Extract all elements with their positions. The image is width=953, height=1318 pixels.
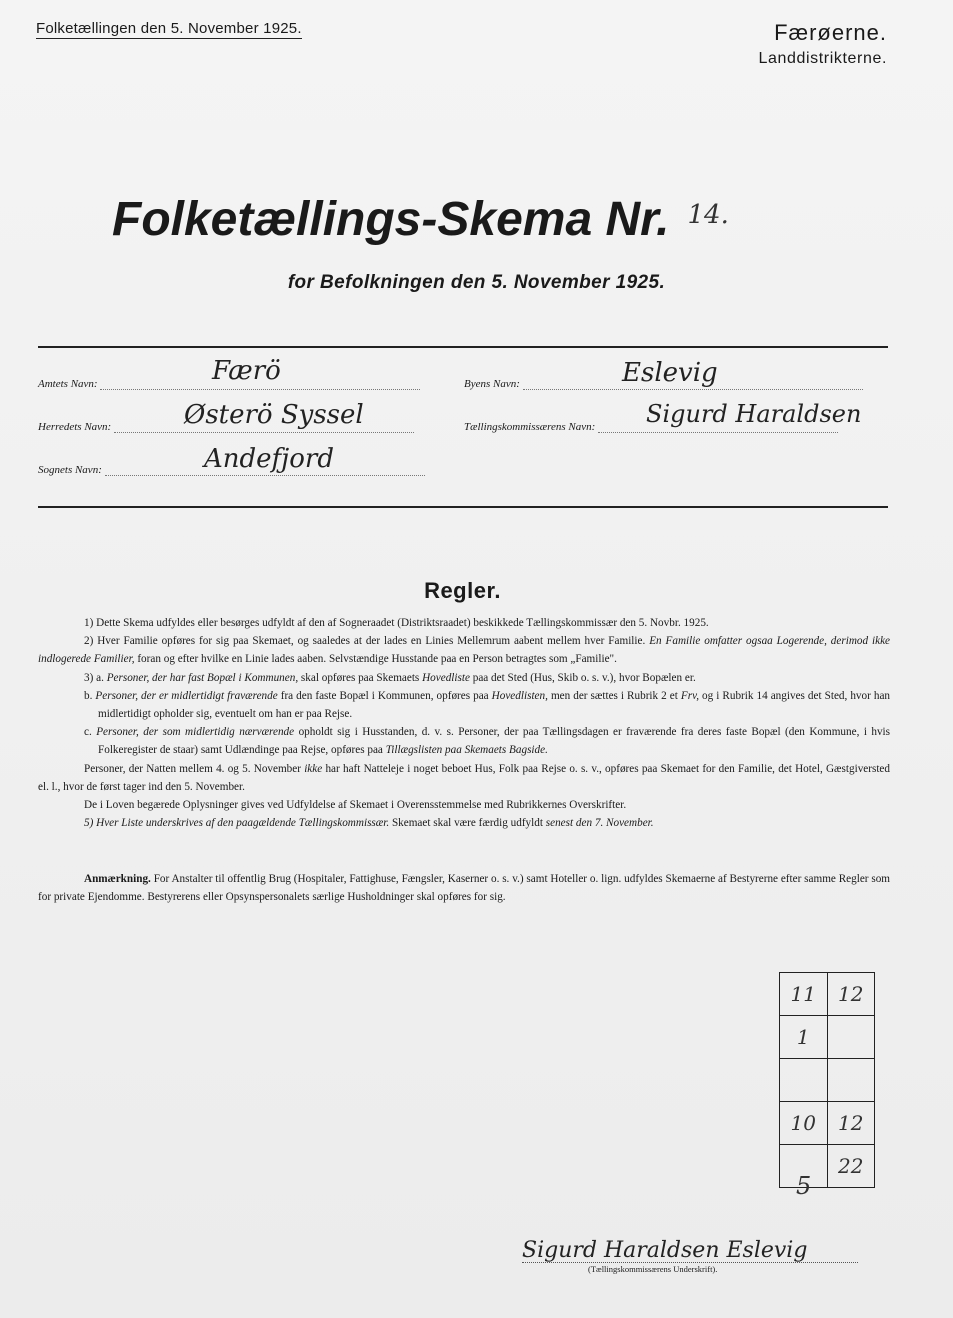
tally-cell: 22 — [827, 1145, 875, 1188]
region-name: Færøerne. — [774, 20, 887, 45]
note-label: Anmærkning. — [84, 873, 151, 885]
form-number: 14. — [687, 200, 729, 230]
tally-cell — [827, 1059, 875, 1102]
kommissaer-label: Tællingskommissærens Navn: — [464, 421, 596, 433]
kommissaer-value: Sigurd Haraldsen — [646, 400, 862, 428]
census-header-left: Folketællingen den 5. November 1925. — [36, 20, 302, 37]
tally-cell: 11 — [780, 973, 828, 1016]
amt-label: Amtets Navn: — [38, 378, 98, 390]
tally-row — [780, 1145, 875, 1188]
herred-value: Østerö Syssel — [184, 400, 364, 430]
tally-row — [780, 1102, 875, 1145]
tally-cell: 10 — [780, 1102, 828, 1145]
rule-2: 2) Hver Familie opføres for sig paa Skemaet, og saaledes at der lades en Linies Mellemrum aabent mellem hver Familie. En Familie omfatter ogsaa Logerende, derimod ikke indlogerede Familier, foran og efter hvilke en Linie lades aaben. Selvstændige Husstande paa en Person betragtes som „Familie". — [38, 635, 890, 666]
rule-5: 5) Hver Liste underskrives af den paagældende Tællingskommissær. Skemaet skal være færdig udfyldt senest den 7. November. — [84, 817, 654, 830]
region-header — [759, 20, 888, 68]
divider-bottom — [38, 506, 888, 508]
signature-caption: (Tællingskommissærens Underskrift). — [588, 1264, 718, 1274]
form-title — [112, 192, 729, 247]
rule-3b: b. Personer, der er midlertidigt fraværende fra den faste Bopæl i Kommunen, opføres paa Hovedlisten, men der sættes i Rubrik 2 et Frv, og i Rubrik 14 angives det Sted, hvor han midlertidigt opholder sig, eventuelt om han er paa Rejse. — [84, 689, 891, 721]
sogn-value: Andefjord — [204, 444, 334, 474]
tally-outside-value: 5 — [796, 1172, 812, 1200]
form-title-text: Folketællings-Skema Nr. — [112, 193, 670, 246]
amt-value: Færö — [212, 356, 281, 386]
tally-cell: 12 — [827, 1102, 875, 1145]
rule-4: De i Loven begærede Oplysninger gives ved Udfyldelse af Skemaet i Overensstemmelse med Rubrikkernes Overskrifter. — [84, 799, 627, 812]
divider-top — [38, 346, 888, 348]
tally-row — [780, 1059, 875, 1102]
rules-heading: Regler. — [424, 578, 501, 603]
herred-label: Herredets Navn: — [38, 421, 112, 433]
rule-3c: c. Personer, der som midlertidig nærværende opholdt sig i Husstanden, d. v. s. Personer, der paa Tællingsdagen er fraværende fra deres faste Bopæl (den Kommune, i hvis Folkeregister de staar) samt Udlændinge paa Rejse, opføres paa Tillægslisten paa Skemaets Bagside. — [84, 726, 891, 757]
tally-row — [780, 1016, 875, 1059]
rule-3a: 3) a. Personer, der har fast Bopæl i Kommunen, skal opføres paa Skemaets Hovedliste paa det Sted (Hus, Skib o. s. v.), hvor Bopælen er. — [84, 671, 696, 684]
by-label: Byens Navn: — [464, 378, 520, 390]
tally-row — [780, 973, 875, 1016]
region-subname: Landdistrikterne. — [758, 50, 887, 67]
tally-cell: 1 — [780, 1016, 828, 1059]
tally-cell: 12 — [827, 973, 875, 1016]
rule-1: 1) Dette Skema udfyldes eller besørges udfyldt af den af Sogneraadet (Distriktsraadet) beskikkede Tællingskommissær den 5. Novbr. 1925. — [84, 617, 709, 629]
form-subtitle: for Befolkningen den 5. November 1925. — [287, 272, 666, 293]
tally-box — [779, 972, 875, 1188]
note-text: For Anstalter til offentlig Brug (Hospitaler, Fattighuse, Fængsler, Kaserner o. s. v.) samt Hoteller o. lign. udfyldes Skemaerne af Bestyrerne efter samme Regler som for private Ejendomme. Bestyrerens eller Opsynspersonalets særlige Husholdninger skal opføres for sig. — [38, 873, 891, 903]
by-value: Eslevig — [622, 358, 718, 388]
sogn-label: Sognets Navn: — [38, 464, 102, 476]
rule-3d: Personer, der Natten mellem 4. og 5. November ikke har haft Natteleje i noget beboet Hus, Folk paa Rejse o. s. v., opføres paa Skemaet for den Familie, det Hotel, Gæstgiversted el. l., hvor de først tager ind den 5. November. — [38, 762, 890, 793]
tally-cell — [827, 1016, 875, 1059]
rules-text — [38, 614, 890, 832]
signature-handwritten: Sigurd Haraldsen Eslevig — [522, 1238, 808, 1263]
tally-cell — [780, 1059, 828, 1102]
note-paragraph — [38, 870, 890, 906]
signature-line — [522, 1262, 858, 1263]
